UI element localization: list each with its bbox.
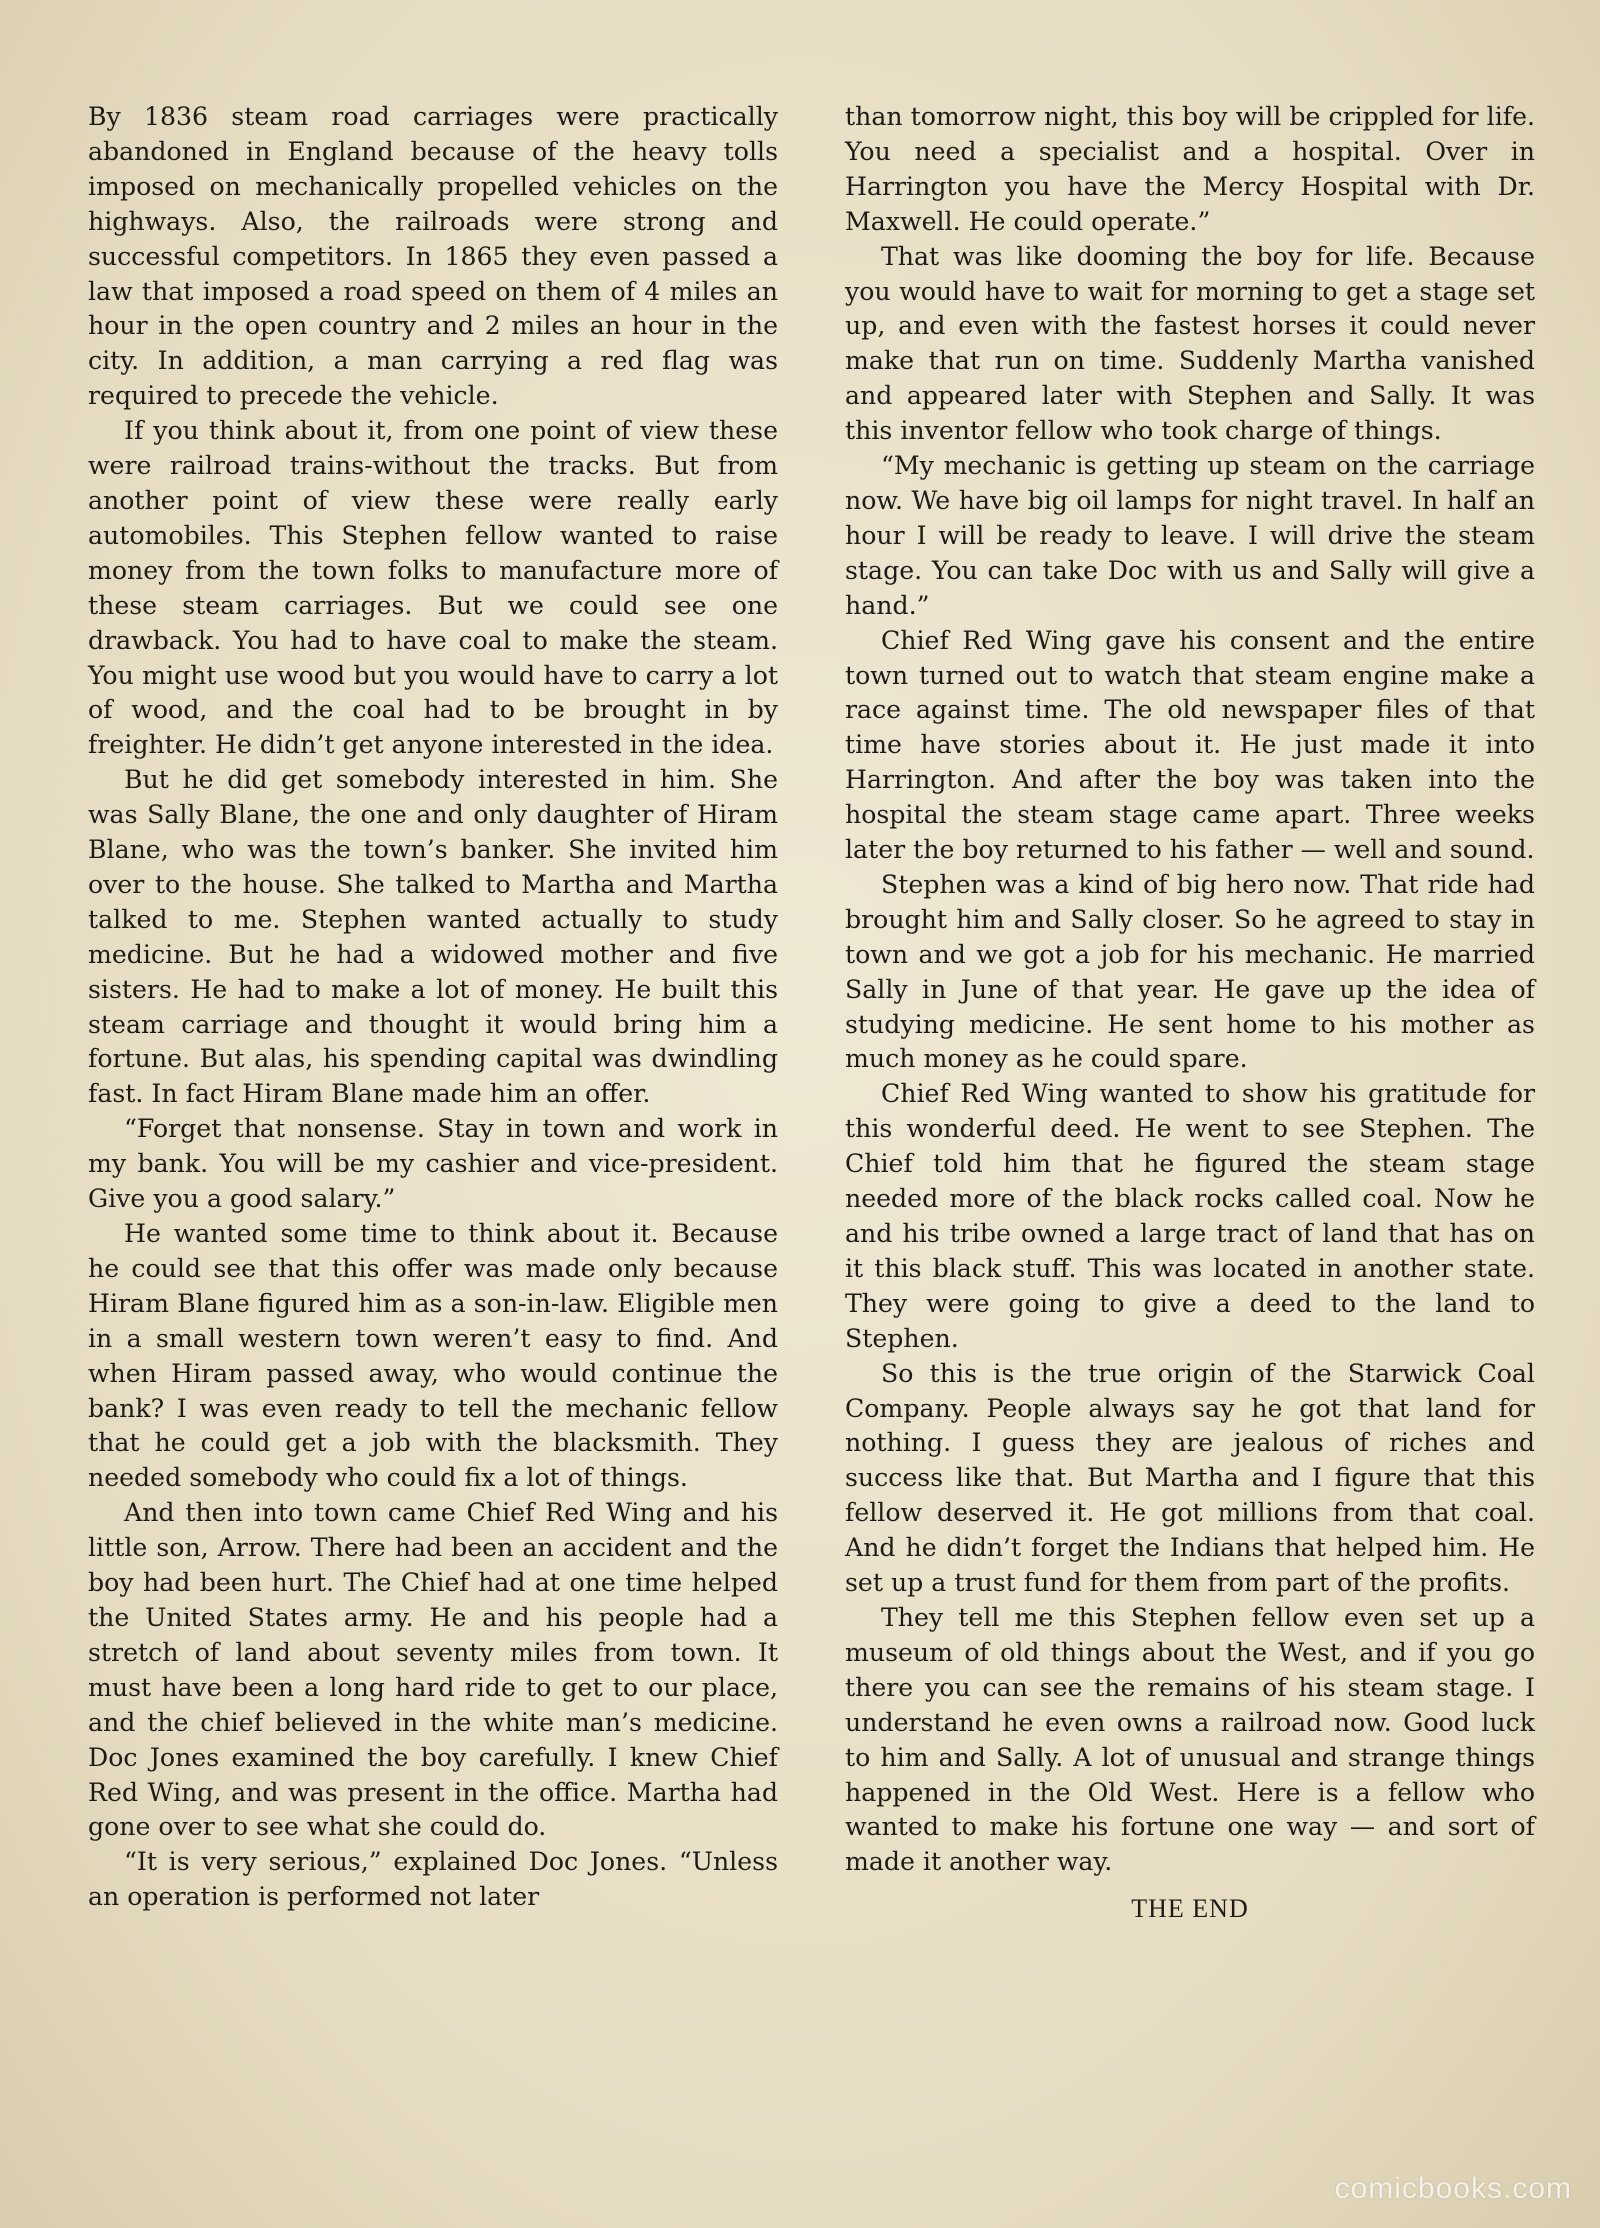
paragraph: than tomorrow night, this boy will be crippled for life. You need a specialist and a hospital. Over in Harrington you have the Mercy Hospital with Dr. Maxwell. He could operate.”	[845, 102, 1535, 236]
paragraph: But he did get somebody interested in him. She was Sally Blane, the one and only daughter of Hiram Blane, who was the town’s banker. She invited him over to the house. She talked to Martha and Martha talked to me. Stephen wanted actually to study medicine. But he had a widowed mother and five sisters. He had to make a lot of money. He built this steam carriage and thought it would bring him a fortune. But alas, his spending capital was dwindling fast. In fact Hiram Blane made him an offer.	[88, 765, 778, 1109]
right-column	[845, 100, 1535, 1927]
paragraph: Chief Red Wing gave his consent and the entire town turned out to watch that steam engine make a race against time. The old newspaper files of that time have stories about it. He just made it into Harrington. And after the boy was taken into the hospital the steam stage came apart. Three weeks later the boy returned to his father — well and sound.	[845, 625, 1535, 865]
paragraph: So this is the true origin of the Starwick Coal Company. People always say he got that land for nothing. I guess they are jealous of riches and success like that. But Martha and I figure that this fellow deserved it. He got millions from that coal. And he didn’t forget the Indians that helped him. He set up a trust fund for them from part of the profits.	[845, 1358, 1535, 1598]
paragraph: “My mechanic is getting up steam on the carriage now. We have big oil lamps for night travel. In half an hour I will be ready to leave. I will drive the steam stage. You can take Doc with us and Sally will give a hand.”	[845, 451, 1535, 620]
paragraph: They tell me this Stephen fellow even set up a museum of old things about the West, and if you go there you can see the remains of his steam stage. I understand he even owns a railroad now. Good luck to him and Sally. A lot of unusual and strange things happened in the Old West. Here is a fellow who wanted to make his fortune one way — and sort of made it another way.	[845, 1602, 1535, 1877]
paragraph: Stephen was a kind of big hero now. That ride had brought him and Sally closer. So he agreed to stay in town and we got a job for his mechanic. He married Sally in June of that year. He gave up the idea of studying medicine. He sent home to his mother as much money as he could spare.	[845, 869, 1535, 1074]
paragraph: Chief Red Wing wanted to show his gratitude for this wonderful deed. He went to see Stephen. The Chief told him that he figured the steam stage needed more of the black rocks called coal. Now he and his tribe owned a large tract of land that has on it this black stuff. This was located in another state. They were going to give a deed to the land to Stephen.	[845, 1079, 1535, 1353]
left-column	[88, 100, 778, 1915]
paragraph: If you think about it, from one point of view these were railroad trains-without the tracks. But from another point of view these were really early automobiles. This Stephen fellow wanted to raise money from the town folks to manufacture more of these steam carriages. But we could see one drawback. You had to have coal to make the steam. You might use wood but you would have to carry a lot of wood, and the coal had to be brought in by freighter. He didn’t get anyone interested in the idea.	[88, 416, 778, 760]
paragraph: “It is very serious,” explained Doc Jones. “Unless an operation is performed not later	[88, 1847, 778, 1912]
paragraph: And then into town came Chief Red Wing and his little son, Arrow. There had been an accident and the boy had been hurt. The Chief had at one time helped the United States army. He and his people had a stretch of land about seventy miles from town. It must have been a long hard ride to get to our place, and the chief believed in the white man’s medicine. Doc Jones examined the boy carefully. I knew Chief Red Wing, and was present in the office. Martha had gone over to see what she could do.	[88, 1498, 778, 1842]
paragraph: By 1836 steam road carriages were practically abandoned in England because of the heavy tolls imposed on mechanically propelled vehicles on the highways. Also, the railroads were strong and successful competitors. In 1865 they even passed a law that imposed a road speed on them of 4 miles an hour in the open country and 2 miles an hour in the city. In addition, a man carrying a red flag was required to precede the vehicle.	[88, 102, 778, 411]
the-end-label: THE END	[1131, 1894, 1249, 1924]
paragraph: He wanted some time to think about it. Because he could see that this offer was made only because Hiram Blane figured him as a son-in-law. Eligible men in a small western town weren’t easy to find. And when Hiram passed away, who would continue the bank? I was even ready to tell the mechanic fellow that he could get a job with the blacksmith. They needed somebody who could fix a lot of things.	[88, 1219, 778, 1493]
paragraph: That was like dooming the boy for life. Because you would have to wait for morning to get a stage set up, and even with the fastest horses it could never make that run on time. Suddenly Martha vanished and appeared later with Stephen and Sally. It was this inventor fellow who took charge of things.	[845, 241, 1535, 446]
watermark: comicbooks.com	[1334, 2172, 1572, 2205]
paragraph: “Forget that nonsense. Stay in town and work in my bank. You will be my cashier and vice-president. Give you a good salary.”	[88, 1114, 778, 1214]
